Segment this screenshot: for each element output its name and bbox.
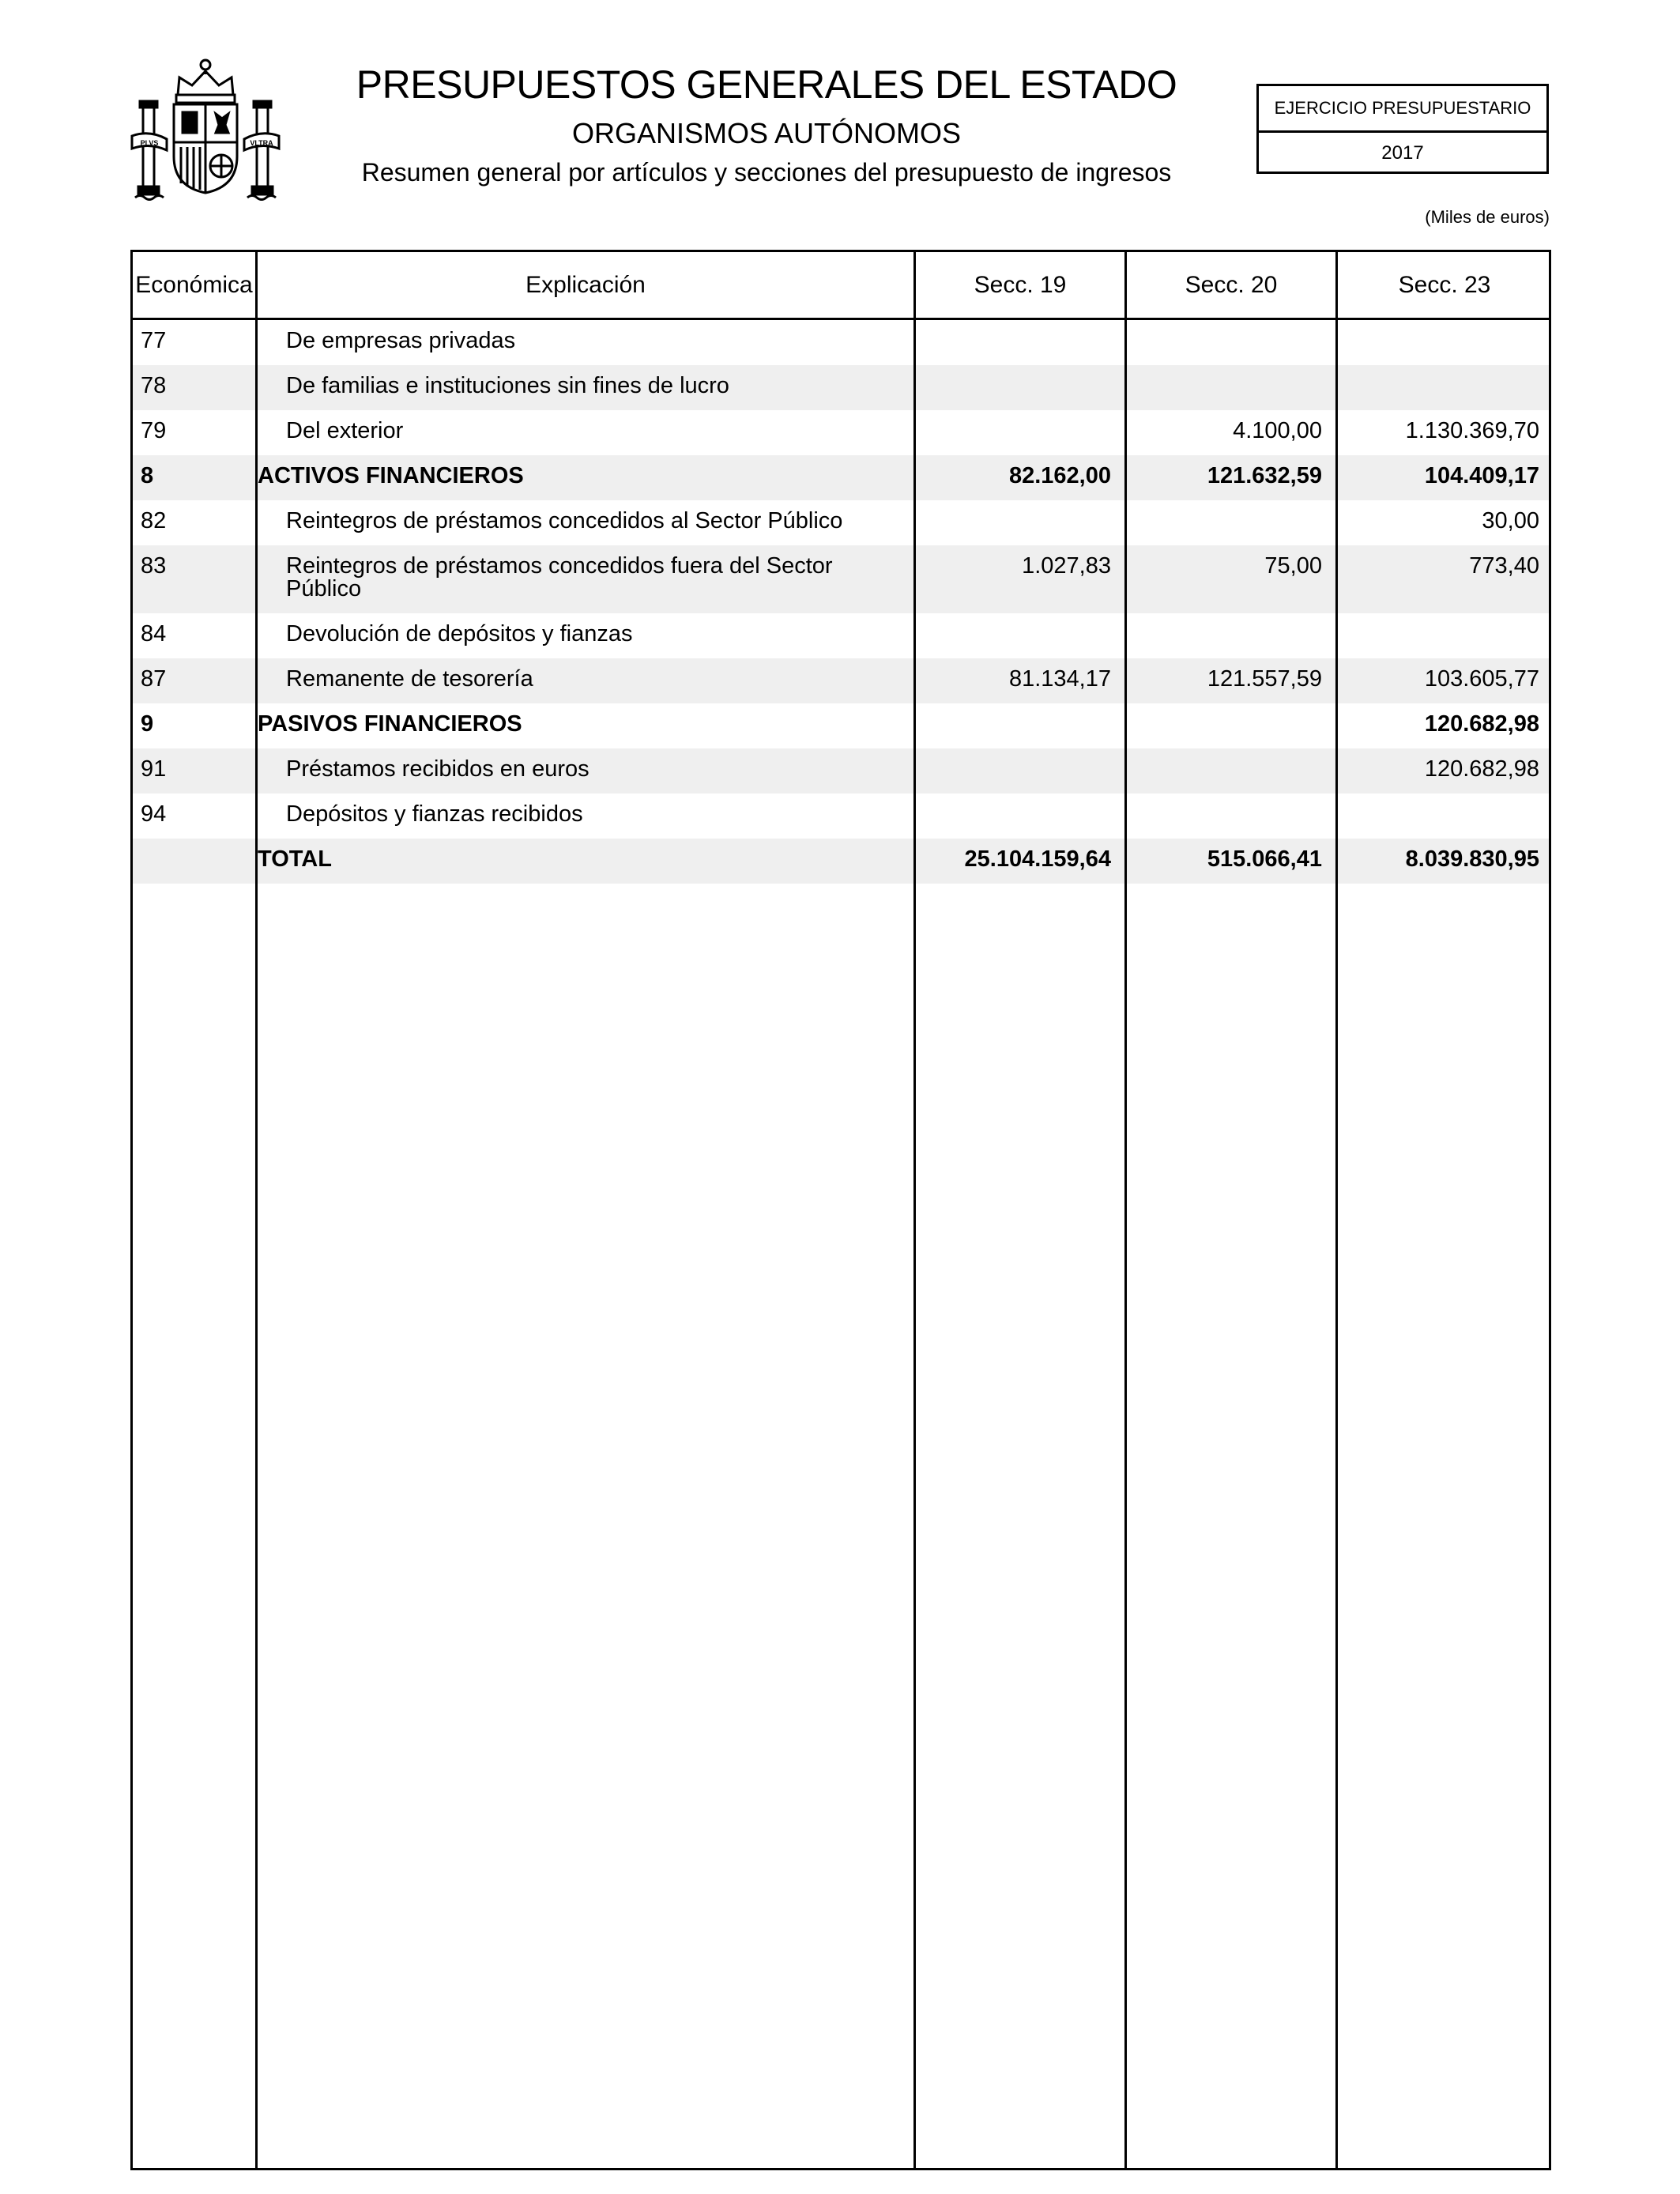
row-secc-19 [924, 410, 1121, 455]
row-secc-23: 30,00 [1482, 508, 1539, 533]
row-secc-23: 1.130.369,70 [1405, 418, 1539, 443]
header-explicacion: Explicación [525, 271, 646, 298]
row-code: 79 [141, 418, 167, 443]
ejercicio-value: 2017 [1381, 142, 1424, 164]
page-subtitle: ORGANISMOS AUTÓNOMOS [571, 117, 962, 149]
coat-of-arms-emblem [130, 54, 281, 204]
row-secc-20 [1135, 320, 1332, 365]
row-secc-20: 121.632,59 [1207, 463, 1322, 488]
row-label: Préstamos recibidos en euros [286, 756, 590, 782]
row-secc-19 [924, 365, 1121, 410]
row-secc-19 [924, 500, 1121, 545]
row-label: De empresas privadas [286, 328, 516, 353]
ejercicio-label: EJERCICIO PRESUPUESTARIO [1259, 86, 1546, 133]
motto-right: VLTRA [250, 139, 273, 147]
row-secc-20 [1135, 794, 1332, 839]
row-secc-19: 1.027,83 [1022, 553, 1111, 579]
row-secc-19 [924, 794, 1121, 839]
page-description: Resumen general por artículos y secciones del presupuesto de ingresos [361, 158, 1172, 187]
row-label: Devolución de depósitos y fianzas [286, 621, 633, 647]
row-code: 91 [141, 756, 167, 782]
row-secc-23: 120.682,98 [1424, 756, 1539, 782]
row-label: ACTIVOS FINANCIEROS [258, 463, 524, 488]
column-divider [255, 252, 258, 2168]
row-label: Remanente de tesorería [286, 666, 533, 692]
ejercicio-box [1256, 84, 1549, 174]
row-label: Reintegros de préstamos concedidos al Sector Público [286, 508, 843, 533]
row-code: 82 [141, 508, 167, 533]
row-secc-23: 773,40 [1469, 553, 1539, 579]
row-secc-19: 25.104.159,64 [964, 846, 1111, 872]
header-secc-20: Secc. 20 [1185, 271, 1278, 298]
row-secc-19: 82.162,00 [1008, 463, 1111, 488]
row-secc-23 [1346, 794, 1549, 839]
row-secc-23: 104.409,17 [1424, 463, 1539, 488]
page-title: PRESUPUESTOS GENERALES DEL ESTADO [356, 62, 1177, 107]
units-note: (Miles de euros) [1425, 207, 1550, 227]
row-secc-20 [1135, 613, 1332, 658]
row-code: 94 [141, 801, 167, 827]
row-secc-20 [1135, 703, 1332, 748]
column-divider [913, 252, 916, 2168]
row-secc-20: 515.066,41 [1207, 846, 1322, 872]
row-secc-19 [924, 613, 1121, 658]
row-secc-23: 8.039.830,95 [1405, 846, 1539, 872]
column-divider [1124, 252, 1127, 2168]
row-code: 87 [141, 666, 167, 692]
row-secc-20: 121.557,59 [1207, 666, 1322, 692]
header-secc-19: Secc. 19 [974, 271, 1067, 298]
motto-left: PLVS [140, 139, 159, 147]
column-divider [1335, 252, 1338, 2168]
row-label: Del exterior [286, 418, 404, 443]
header-secc-23: Secc. 23 [1398, 271, 1491, 298]
row-secc-20: 75,00 [1264, 553, 1322, 579]
row-code: 9 [141, 711, 154, 737]
row-label: PASIVOS FINANCIEROS [258, 711, 522, 737]
row-secc-19 [924, 748, 1121, 794]
row-secc-20 [1135, 748, 1332, 794]
row-secc-23: 120.682,98 [1424, 711, 1539, 737]
row-label: Reintegros de préstamos concedidos fuera del Sector Público [286, 553, 833, 601]
row-code: 8 [141, 463, 154, 488]
row-label: De familias e instituciones sin fines de lucro [286, 373, 729, 398]
row-code: 83 [141, 553, 167, 579]
row-code: 77 [141, 328, 167, 353]
row-secc-19 [924, 320, 1121, 365]
row-code [141, 839, 251, 884]
row-label: TOTAL [258, 846, 332, 872]
row-secc-19: 81.134,17 [1008, 666, 1111, 692]
header-economica: Económica [135, 271, 253, 298]
row-secc-23 [1346, 320, 1549, 365]
row-secc-23 [1346, 365, 1549, 410]
row-secc-19 [924, 703, 1121, 748]
row-code: 84 [141, 621, 167, 647]
row-code: 78 [141, 373, 167, 398]
row-secc-20 [1135, 500, 1332, 545]
row-label: Depósitos y fianzas recibidos [286, 801, 583, 827]
row-secc-20: 4.100,00 [1233, 418, 1322, 443]
budget-table [130, 250, 1551, 2170]
row-secc-20 [1135, 365, 1332, 410]
row-secc-23: 103.605,77 [1424, 666, 1539, 692]
row-secc-23 [1346, 613, 1549, 658]
